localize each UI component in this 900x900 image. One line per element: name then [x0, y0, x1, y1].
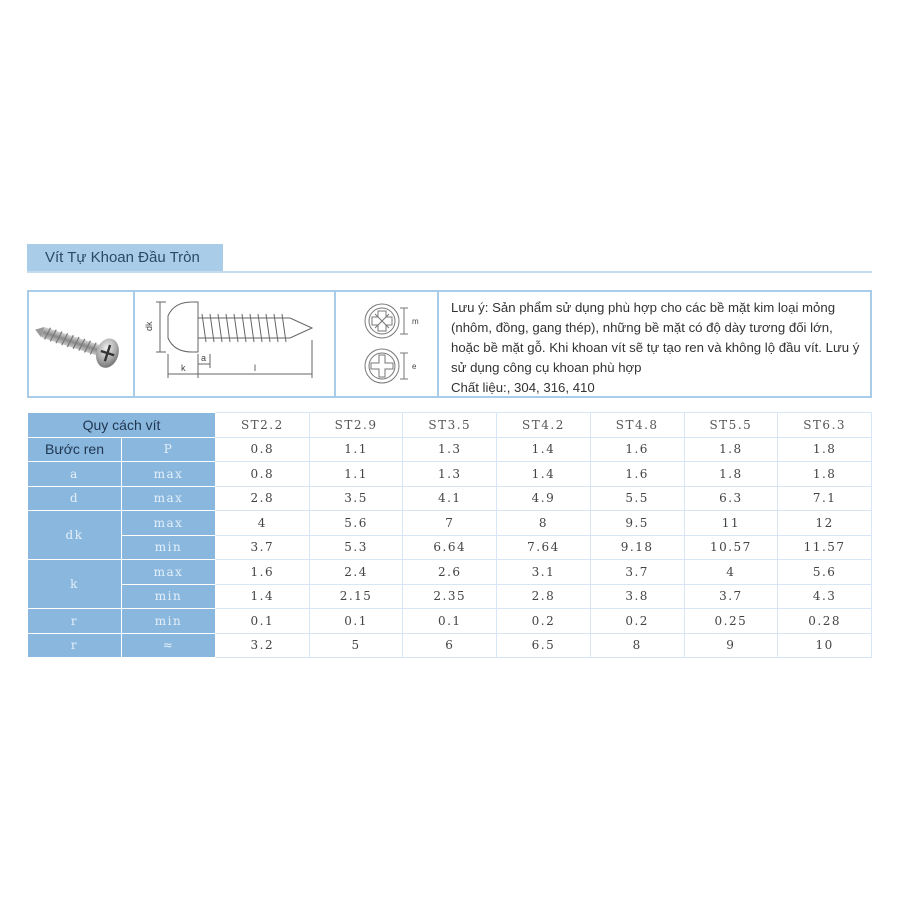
table-cell: 12	[778, 511, 872, 536]
table-row	[28, 584, 872, 609]
table-cell: 1.3	[403, 437, 497, 462]
table-cell: 3.1	[497, 560, 591, 585]
table-cell: 2.15	[309, 584, 403, 609]
table-row	[28, 535, 872, 560]
row-sub: max	[122, 462, 216, 487]
table-cell: 2.4	[309, 560, 403, 585]
table-cell: 4.3	[778, 584, 872, 609]
table-row	[28, 511, 872, 536]
row-name: d	[28, 486, 122, 511]
table-cell: 1.1	[309, 437, 403, 462]
row-sub: min	[122, 609, 216, 634]
table-cell: 11.57	[778, 535, 872, 560]
table-row	[28, 633, 872, 658]
table-cell: 9	[684, 633, 778, 658]
table-cell: 7.1	[778, 486, 872, 511]
size-header: ST2.2	[216, 413, 310, 438]
table-row	[28, 609, 872, 634]
table-cell: 3.7	[216, 535, 310, 560]
table-cell: 5.3	[309, 535, 403, 560]
size-header: ST2.9	[309, 413, 403, 438]
table-cell: 3.2	[216, 633, 310, 658]
table-cell: 1.8	[684, 437, 778, 462]
row-name: r	[28, 609, 122, 634]
table-cell: 11	[684, 511, 778, 536]
row-sub: P	[122, 437, 216, 462]
table-cell: 1.6	[216, 560, 310, 585]
table-cell: 5	[309, 633, 403, 658]
table-cell: 1.8	[684, 462, 778, 487]
table-cell: 1.4	[497, 437, 591, 462]
table-cell: 0.2	[497, 609, 591, 634]
e-label: e	[411, 362, 416, 371]
table-cell: 0.1	[403, 609, 497, 634]
screw-photo	[29, 292, 135, 396]
table-cell: 6.3	[684, 486, 778, 511]
screw-head-views-icon	[342, 294, 432, 394]
table-cell: 4.1	[403, 486, 497, 511]
table-cell: 0.25	[684, 609, 778, 634]
table-cell: 10.57	[684, 535, 778, 560]
table-cell: 0.1	[309, 609, 403, 634]
table-cell: 6.5	[497, 633, 591, 658]
header-label: Quy cách vít	[28, 413, 216, 438]
a-label: a	[200, 353, 206, 363]
table-cell: 8	[590, 633, 684, 658]
table-header-row	[28, 413, 872, 438]
row-sub: min	[122, 535, 216, 560]
row-name: a	[28, 462, 122, 487]
table-cell: 0.8	[216, 462, 310, 487]
size-header: ST3.5	[403, 413, 497, 438]
screw-photo-icon	[33, 309, 129, 379]
row-name: k	[28, 560, 122, 609]
table-cell: 4	[216, 511, 310, 536]
m-label: m	[411, 317, 419, 326]
table-cell: 0.1	[216, 609, 310, 634]
table-cell: 1.3	[403, 462, 497, 487]
row-name: dk	[28, 511, 122, 560]
table-cell: 0.2	[590, 609, 684, 634]
table-cell: 7.64	[497, 535, 591, 560]
table-cell: 6	[403, 633, 497, 658]
screw-side-view-icon	[140, 294, 330, 394]
size-header: ST4.8	[590, 413, 684, 438]
table-cell: 1.8	[778, 437, 872, 462]
l-label: l	[253, 363, 256, 373]
row-name: r	[28, 633, 122, 658]
table-cell: 9.5	[590, 511, 684, 536]
k-label: k	[180, 363, 185, 373]
size-header: ST5.5	[684, 413, 778, 438]
table-row	[28, 486, 872, 511]
table-cell: 6.64	[403, 535, 497, 560]
row-sub: ≈	[122, 633, 216, 658]
table-row	[28, 560, 872, 585]
row-sub: max	[122, 486, 216, 511]
spec-table	[27, 412, 872, 658]
table-cell: 7	[403, 511, 497, 536]
row-sub: max	[122, 560, 216, 585]
head-views	[336, 292, 439, 396]
table-cell: 8	[497, 511, 591, 536]
table-cell: 5.6	[778, 560, 872, 585]
table-cell: 9.18	[590, 535, 684, 560]
table-cell: 4.9	[497, 486, 591, 511]
size-header: ST4.2	[497, 413, 591, 438]
table-cell: 3.8	[590, 584, 684, 609]
dk-label: dk	[143, 321, 154, 331]
table-cell: 5.6	[309, 511, 403, 536]
table-cell: 1.6	[590, 437, 684, 462]
table-cell: 4	[684, 560, 778, 585]
dimension-drawing	[135, 292, 336, 396]
usage-note: Lưu ý: Sản phẩm sử dụng phù hợp cho các bề mặt kim loại mỏng (nhôm, đồng, gang thép), những bề mặt có độ dày tương đối lớn, hoặc bề mặt gỗ. Khi khoan vít sẽ tự tạo ren và không lộ đầu vít. Lưu ý sử dụng công cụ khoan phù hợp	[451, 300, 860, 375]
title-divider	[27, 271, 872, 273]
table-cell: 1.4	[216, 584, 310, 609]
table-cell: 2.6	[403, 560, 497, 585]
product-note	[439, 292, 870, 396]
row-name: Bước ren	[28, 437, 122, 462]
table-cell: 1.1	[309, 462, 403, 487]
table-cell: 3.7	[590, 560, 684, 585]
table-cell: 2.8	[216, 486, 310, 511]
table-cell: 5.5	[590, 486, 684, 511]
material-note: Chất liệu:, 304, 316, 410	[451, 380, 595, 395]
section-title: Vít Tự Khoan Đầu Tròn	[27, 244, 223, 272]
table-cell: 1.4	[497, 462, 591, 487]
table-cell: 3.5	[309, 486, 403, 511]
table-cell: 1.6	[590, 462, 684, 487]
table-cell: 2.8	[497, 584, 591, 609]
table-cell: 2.35	[403, 584, 497, 609]
table-cell: 0.8	[216, 437, 310, 462]
row-sub: min	[122, 584, 216, 609]
product-info-box	[27, 290, 872, 398]
table-cell: 10	[778, 633, 872, 658]
size-header: ST6.3	[778, 413, 872, 438]
table-cell: 3.7	[684, 584, 778, 609]
table-row	[28, 437, 872, 462]
table-cell: 1.8	[778, 462, 872, 487]
table-cell: 0.28	[778, 609, 872, 634]
table-row	[28, 462, 872, 487]
row-sub: max	[122, 511, 216, 536]
